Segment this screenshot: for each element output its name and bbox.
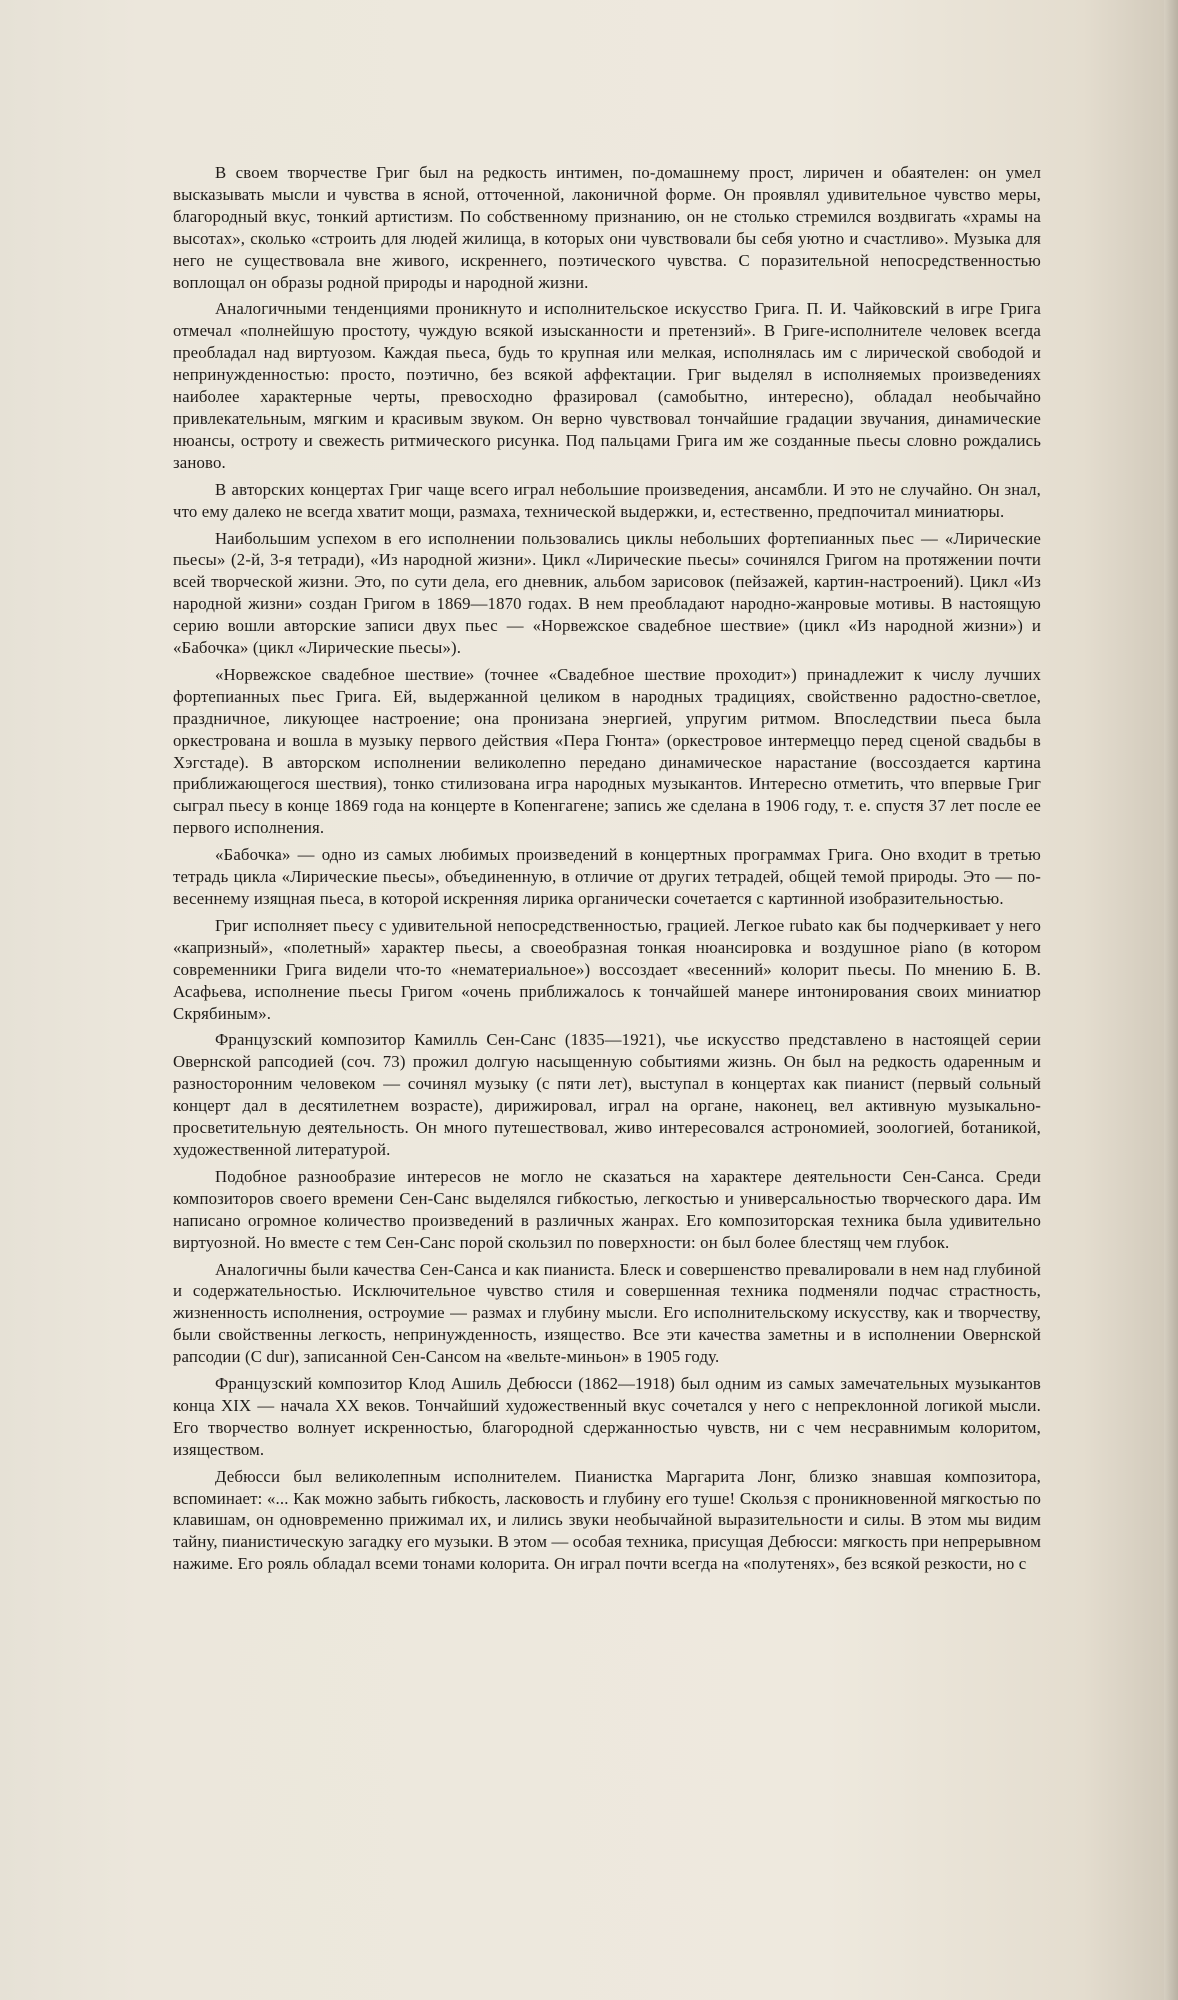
paragraph-saint-saens-interests: Подобное разнообразие интересов не могло не сказаться на характере деятельности Сен-Санса. Среди композиторов своего времени Сен-Санс выделялся гибкостью, легкостью и универсальностью творческого дара. Им написано огромное количество произведений в различных жанрах. Его композиторская техника была удивительно виртуозной. Но вместе с тем Сен-Санс порой скользил по поверхности: он был более блестящ чем глубок. <box>173 1166 1041 1252</box>
paragraph-saint-saens: Французский композитор Камилль Сен-Санс (1835—1921), чье искусство представлено в настоящей серии Овернской рапсодией (соч. 73) прожил долгую насыщенную событиями жизнь. Он был на редкость одаренным и разносторонним человеком — сочинял музыку (с пяти лет), выступал в концертах как пианист (первый сольный концерт дал в десятилетнем возрасте), дирижировал, играл на органе, наконец, вел активную музыкально-просветительную деятельность. Он много путешествовал, живо интересовался астрономией, зоологией, ботаникой, художественной литературой. <box>173 1030 1041 1159</box>
paragraph-grieg-cycles: Наибольшим успехом в его исполнении пользовались циклы небольших фортепианных пьес — «Лирические пьесы» (2-й, 3-я тетради), «Из народной жизни». Цикл «Лирические пьесы» сочинялся Григом на протяжении почти всей творческой жизни. Это, по сути дела, его дневник, альбом зарисовок (пейзажей, картин-настроений). Цикл «Из народной жизни» создан Григом в 1869—1870 годах. В нем преобладают народно-жанровые мотивы. В настоящую серию вошли авторские записи двух пьес — «Норвежское свадебное шествие» (цикл «Из народной жизни») и «Бабочка» (цикл «Лирические пьесы»). <box>173 528 1041 658</box>
page-edge-shadow <box>1164 0 1178 2000</box>
paragraph-grieg-creativity: В своем творчестве Григ был на редкость интимен, по-домашнему прост, лиричен и обаятелен: он умел высказывать мысли и чувства в ясной, отточенной, лаконичной форме. Он проявлял удивительное чувство меры, благородный вкус, тонкий артистизм. По собственному признанию, он не столько стремился воздвигать «храмы на высотах», сколько «строить для людей жилища, в которых они чувствовали бы себя уютно и счастливо». Музыка для него не существовала вне живого, искреннего, поэтического чувства. С поразительной непосредственностью воплощал он образы родной природы и народной жизни. <box>173 163 1041 292</box>
paragraph-saint-saens-pianist: Аналогичны были качества Сен-Санса и как пианиста. Блеск и совершенство превалировали в нем над глубиной и содержательностью. Исключительное чувство стиля и совершенная техника подменяли подчас страстность, жизненность исполнения, остроумие — размах и глубину мысли. Его исполнительскому искусству, как и творчеству, были свойственны легкость, непринужденность, изящество. Все эти качества заметны и в исполнении Овернской рапсодии (C dur), записанной Сен-Сансом на «вельте-миньон» в 1905 году. <box>173 1259 1041 1367</box>
paragraph-wedding-march: «Норвежское свадебное шествие» (точнее «Свадебное шествие проходит») принадлежит к числу лучших фортепианных пьес Грига. Ей, выдержанной целиком в народных традициях, свойственно радостно-светлое, праздничное, ликующее настроение; она пронизана энергией, упругим ритмом. Впоследствии пьеса была оркестрована и вошла в музыку первого действия «Пера Гюнта» (оркестровое интермеццо перед сценой свадьбы в Хэгстаде). В авторском исполнении великолепно передано динамическое нарастание (воссоздается картина приближающегося шествия), тонко стилизована игра народных музыкантов. Интересно отметить, что впервые Григ сыграл пьесу в конце 1869 года на концерте в Копенгагене; запись же сделана в 1906 году, т. е. спустя 37 лет после ее первого исполнения. <box>173 664 1041 838</box>
paragraph-butterfly: «Бабочка» — одно из самых любимых произведений в концертных программах Грига. Оно входит в третью тетрадь цикла «Лирические пьесы», объединенную, в отличие от других тетрадей, общей темой природы. Это — по-весеннему изящная пьеса, в которой искренняя лирика органически сочетается с картинной изобразительностью. <box>173 845 1041 908</box>
paragraph-debussy-performer: Дебюсси был великолепным исполнителем. Пианистка Маргарита Лонг, близко знавшая композитора, вспоминает: «... Как можно забыть гибкость, ласковость и глубину его туше! Скользя с проникновенной мягкостью по клавишам, он одновременно прижимал их, и лились звуки необычайной выразительности и силы. В этом мы видим тайну, пианистическую загадку его музыки. В этом — особая техника, присущая Дебюсси: мягкость при непрерывном нажиме. Его рояль обладал всеми тонами колорита. Он играл почти всегда на «полутенях», без всякой резкости, но с <box>173 1466 1041 1574</box>
paragraph-debussy: Французский композитор Клод Ашиль Дебюсси (1862—1918) был одним из самых замечательных музыкантов конца XIX — начала XX веков. Тончайший художественный вкус сочетался у него с непреклонной логикой мысли. Его творчество волнует искренностью, благородной сдержанностью чувств, ни с чем несравнимым колоритом, изяществом. <box>173 1374 1041 1459</box>
paragraph-grieg-performance: Аналогичными тенденциями проникнуто и исполнительское искусство Грига. П. И. Чайковский в игре Грига отмечал «полнейшую простоту, чуждую всякой изысканности и претензий». В Григе-исполнителе человек всегда преобладал над виртуозом. Каждая пьеса, будь то крупная или мелкая, исполнялась им с лирической свободой и непринужденностью: просто, поэтично, без всякой аффектации. Григ выделял в исполняемых произведениях наиболее характерные черты, превосходно фразировал (самобытно, интересно), обладал необычайно привлекательным, мягким и красивым звуком. Он верно чувствовал тончайшие градации звучания, динамические нюансы, остроту и свежесть ритмического рисунка. Под пальцами Грига им же созданные пьесы словно рождались заново. <box>173 299 1041 472</box>
paragraph-butterfly-performance: Григ исполняет пьесу с удивительной непосредственностью, грацией. Легкое rubato как бы подчеркивает у него «капризный», «полетный» характер пьесы, а своеобразная тонкая нюансировка и воздушное piano (в котором современники Грига видели что-то «нематериальное») воссоздает «весенний» колорит пьесы. По мнению Б. В. Асафьева, исполнение пьесы Григом «очень приближалось к тончайшей манере интонирования своих миниатюр Скрябиным». <box>173 915 1041 1023</box>
paragraph-grieg-concerts: В авторских концертах Григ чаще всего играл небольшие произведения, ансамбли. И это не случайно. Он знал, что ему далеко не всегда хватит мощи, размаха, технической выдержки, и, естественно, предпочитал миниатюры. <box>173 479 1041 521</box>
body-text <box>173 162 1041 1580</box>
